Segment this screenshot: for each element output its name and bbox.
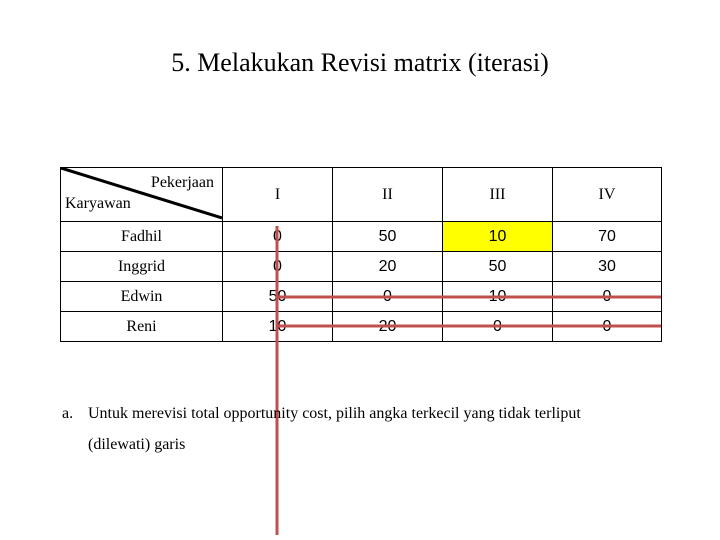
- page-title: 5. Melakukan Revisi matrix (iterasi): [171, 48, 549, 77]
- corner-header: [61, 168, 223, 222]
- corner-label-karyawan: Karyawan: [65, 195, 131, 212]
- column-header: III: [443, 168, 553, 222]
- table-cell: 0: [223, 222, 333, 252]
- table-cell: 20: [333, 312, 443, 342]
- table-cell: 10: [443, 282, 553, 312]
- corner-label-pekerjaan: Pekerjaan: [150, 174, 214, 191]
- table-cell: 0: [223, 252, 333, 282]
- table-cell: 10: [223, 312, 333, 342]
- table-cell: 0: [553, 312, 662, 342]
- table-cell: 20: [333, 252, 443, 282]
- note-line-1: Untuk merevisi total opportunity cost, pilih angka terkecil yang tidak terliput: [88, 405, 581, 422]
- note-line-2: (dilewati) garis: [88, 436, 186, 453]
- note-marker: a.: [62, 405, 74, 422]
- assignment-matrix: [60, 167, 662, 342]
- table-row: [61, 282, 662, 312]
- table-cell: 50: [443, 252, 553, 282]
- column-header: IV: [553, 168, 662, 222]
- row-label: Edwin: [61, 282, 223, 312]
- table-row: [61, 222, 662, 252]
- table-cell: 0: [443, 312, 553, 342]
- table-cell: 0: [333, 282, 443, 312]
- column-header: II: [333, 168, 443, 222]
- table-cell: 50: [223, 282, 333, 312]
- table-row: [61, 312, 662, 342]
- highlighted-cell: 10: [443, 222, 553, 252]
- table-cell: 70: [553, 222, 662, 252]
- row-label: Fadhil: [61, 222, 223, 252]
- row-label: Reni: [61, 312, 223, 342]
- table-cell: 50: [333, 222, 443, 252]
- table-cell: 30: [553, 252, 662, 282]
- row-label: Inggrid: [61, 252, 223, 282]
- note: [62, 398, 702, 460]
- column-header: I: [223, 168, 333, 222]
- table-cell: 0: [553, 282, 662, 312]
- table-row: [61, 252, 662, 282]
